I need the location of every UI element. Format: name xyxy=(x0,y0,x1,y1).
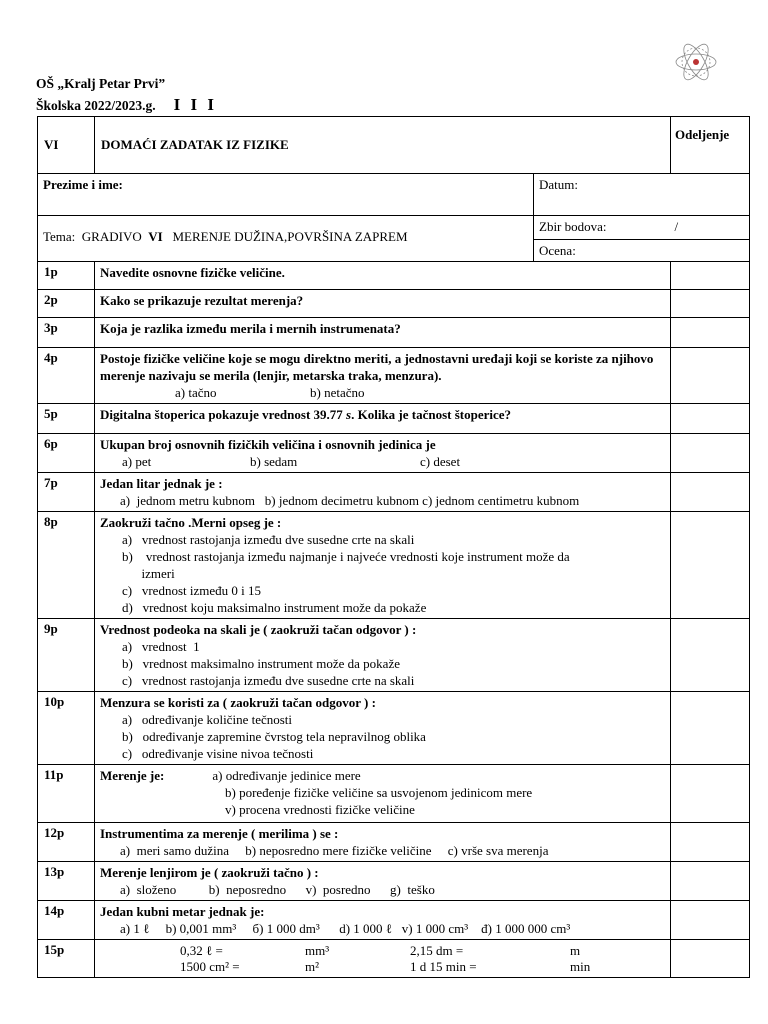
conversion-item: mm³ xyxy=(305,943,330,958)
grade-label: Ocena: xyxy=(539,243,576,258)
question-row xyxy=(38,765,750,823)
points-label: Zbir bodova: xyxy=(539,219,607,234)
answer-option[interactable]: d) vrednost koju maksimalno instrument može da pokaže xyxy=(122,600,427,615)
topic-label: Tema: xyxy=(43,229,76,244)
conversion-item: m xyxy=(570,943,581,958)
score-cell[interactable] xyxy=(671,940,750,978)
question-row xyxy=(38,290,750,318)
school-name: OŠ „Kralj Petar Prvi” xyxy=(36,76,166,91)
score-cell[interactable] xyxy=(671,434,750,473)
score-cell[interactable] xyxy=(671,290,750,318)
answer-option[interactable]: a) određivanje jedinice mere xyxy=(212,768,361,783)
answer-option[interactable]: a) određivanje količine tečnosti xyxy=(122,712,293,727)
question-row xyxy=(38,823,750,862)
question-text xyxy=(95,823,671,862)
options-line[interactable]: a) 1 ℓ b) 0,001 mm³ б) 1 000 dm³ d) 1 000 ℓ v) 1 000 cm³ đ) 1 000 000 cm³ xyxy=(120,921,571,936)
answer-option[interactable]: b) vrednost maksimalno instrument može da pokaže xyxy=(122,656,400,671)
score-cell[interactable] xyxy=(671,512,750,619)
question-text xyxy=(95,692,671,765)
answer-option[interactable]: c) vrednost rastojanja između dve susedne crte na skali xyxy=(122,673,415,688)
question-row xyxy=(38,318,750,348)
question-text xyxy=(95,901,671,940)
question-label: Merenje lenjirom je ( zaokruži tačno ) : xyxy=(100,865,319,880)
worksheet-table xyxy=(37,116,750,978)
question-number: 9p xyxy=(38,619,95,692)
question-row xyxy=(38,348,750,404)
options-line[interactable]: a) jednom metru kubnom b) jednom decimetru kubnom c) jednom centimetru kubnom xyxy=(120,493,580,508)
question-label: Ukupan broj osnovnih fizičkih veličina i osnovnih jedinica je xyxy=(100,437,436,452)
question-label: Vrednost podeoka na skali je ( zaokruži tačan odgovor ) : xyxy=(100,622,417,637)
question-number: 6p xyxy=(38,434,95,473)
question-label: Menzura se koristi za ( zaokruži tačan odgovor ) : xyxy=(100,695,376,710)
grade-cell: VI xyxy=(38,117,95,174)
question-row xyxy=(38,404,750,434)
atom-logo-icon xyxy=(672,38,720,86)
conversion-item: min xyxy=(570,959,591,974)
question-text xyxy=(95,512,671,619)
question-number: 15p xyxy=(38,940,95,978)
question-number: 2p xyxy=(38,290,95,318)
score-cell[interactable] xyxy=(671,862,750,901)
topic-rest: MERENJE DUŽINA,POVRŠINA ZAPREM xyxy=(172,229,408,244)
options-line xyxy=(100,453,665,470)
question-number: 11p xyxy=(38,765,95,823)
answer-option[interactable]: b) poređenje fizičke veličine sa usvojenom jedinicom mere xyxy=(225,785,533,800)
question-row xyxy=(38,434,750,473)
question-label: Digitalna štoperica pokazuje vrednost 39.77 xyxy=(100,407,343,422)
question-number: 8p xyxy=(38,512,95,619)
answer-option[interactable]: a) vrednost rastojanja između dve susedne crte na skali xyxy=(122,532,415,547)
question-row xyxy=(38,512,750,619)
question-number: 7p xyxy=(38,473,95,512)
answer-option[interactable]: b) vrednost rastojanja između najmanje i najveće vrednosti koje instrument može da xyxy=(122,549,570,564)
question-number: 13p xyxy=(38,862,95,901)
roman-numeral: I I I xyxy=(173,95,218,114)
title-cell: DOMAĆI ZADATAK IZ FIZIKE xyxy=(95,117,671,174)
question-text xyxy=(95,262,671,290)
answer-option[interactable]: izmeri xyxy=(122,566,175,581)
topic-bold: VI xyxy=(148,229,163,244)
question-text xyxy=(95,318,671,348)
answer-option[interactable]: a) pet xyxy=(122,454,152,469)
question-number: 3p xyxy=(38,318,95,348)
score-cell[interactable] xyxy=(671,619,750,692)
score-cell[interactable] xyxy=(671,823,750,862)
question-label: Postoje fizičke veličine koje se mogu direktno meriti, a jednostavni uređaji koji se koriste za njihovo merenje nazivaju se merila (lenjir, metarska traka, menzura). xyxy=(100,351,654,383)
answer-option[interactable]: c) vrednost između 0 i 15 xyxy=(122,583,261,598)
question-number: 10p xyxy=(38,692,95,765)
options-line[interactable]: a) meri samo dužina b) neposredno mere fizičke veličine c) vrše sva merenja xyxy=(120,843,549,858)
question-number: 5p xyxy=(38,404,95,434)
question-row xyxy=(38,940,750,978)
points-sep: / xyxy=(674,219,679,234)
question-text xyxy=(95,619,671,692)
question-text xyxy=(95,862,671,901)
question-row xyxy=(38,901,750,940)
score-cell[interactable] xyxy=(671,348,750,404)
school-year xyxy=(36,95,217,115)
conversion-item: m² xyxy=(305,959,320,974)
question-label: Instrumentima za merenje ( merilima ) se : xyxy=(100,826,339,841)
answer-option[interactable]: a) tačno xyxy=(175,385,217,400)
grade-field[interactable] xyxy=(534,240,750,262)
conversion-item: 1 d 15 min = xyxy=(410,959,477,974)
score-cell[interactable] xyxy=(671,473,750,512)
question-label: Zaokruži tačno .Merni opseg je : xyxy=(100,515,282,530)
class-cell: Odeljenje xyxy=(671,117,750,174)
score-cell[interactable] xyxy=(671,318,750,348)
topic-cell xyxy=(38,216,534,262)
score-cell[interactable] xyxy=(671,901,750,940)
date-field[interactable] xyxy=(534,174,750,216)
question-text xyxy=(95,434,671,473)
score-cell[interactable] xyxy=(671,262,750,290)
question-number: 14p xyxy=(38,901,95,940)
date-label: Datum: xyxy=(539,177,578,192)
answer-option[interactable]: a) vrednost 1 xyxy=(122,639,200,654)
question-label: Merenje je: xyxy=(100,768,165,783)
question-label: Kako se prikazuje rezultat merenja? xyxy=(100,293,304,308)
score-cell[interactable] xyxy=(671,692,750,765)
question-row xyxy=(38,473,750,512)
question-number: 12p xyxy=(38,823,95,862)
conversion-item: 2,15 dm = xyxy=(410,943,464,958)
question-text xyxy=(95,404,671,434)
question-number: 4p xyxy=(38,348,95,404)
answer-option[interactable]: c) određivanje visine nivoa tečnosti xyxy=(122,746,314,761)
question-row xyxy=(38,262,750,290)
question-text xyxy=(95,348,671,404)
answer-option[interactable]: c) deset xyxy=(420,454,461,469)
question-label-2: . Kolika je tačnost štoperice? xyxy=(351,407,512,422)
score-cell[interactable] xyxy=(671,404,750,434)
question-label: Jedan kubni metar jednak je: xyxy=(100,904,265,919)
question-text xyxy=(95,473,671,512)
options-line[interactable]: a) složeno b) neposredno v) posredno g) teško xyxy=(120,882,435,897)
name-field[interactable] xyxy=(38,174,534,216)
options-line xyxy=(100,384,665,401)
question-label: Navedite osnovne fizičke veličine. xyxy=(100,265,285,280)
question-text xyxy=(95,765,671,823)
unit: s xyxy=(342,407,352,422)
answer-option[interactable]: b) određivanje zapremine čvrstog tela nepravilnog oblika xyxy=(122,729,426,744)
question-label: Koja je razlika između merila i mernih instrumenata? xyxy=(100,321,401,336)
school-year-text: Školska 2022/2023.g. xyxy=(36,98,156,113)
question-row xyxy=(38,862,750,901)
topic-text: GRADIVO xyxy=(81,229,142,244)
question-number: 1p xyxy=(38,262,95,290)
question-text xyxy=(95,290,671,318)
question-row xyxy=(38,619,750,692)
question-text xyxy=(95,940,671,978)
score-cell[interactable] xyxy=(671,765,750,823)
question-label: Jedan litar jednak je : xyxy=(100,476,223,491)
answer-option[interactable]: v) procena vrednosti fizičke veličine xyxy=(225,802,415,817)
answer-option[interactable]: b) sedam xyxy=(250,454,298,469)
answer-option[interactable]: b) netačno xyxy=(310,385,365,400)
question-row xyxy=(38,692,750,765)
conversion-item: 1500 cm² = xyxy=(180,959,240,974)
name-label: Prezime i ime: xyxy=(43,177,123,192)
points-field[interactable] xyxy=(534,216,750,240)
conversion-item: 0,32 ℓ = xyxy=(180,943,223,958)
